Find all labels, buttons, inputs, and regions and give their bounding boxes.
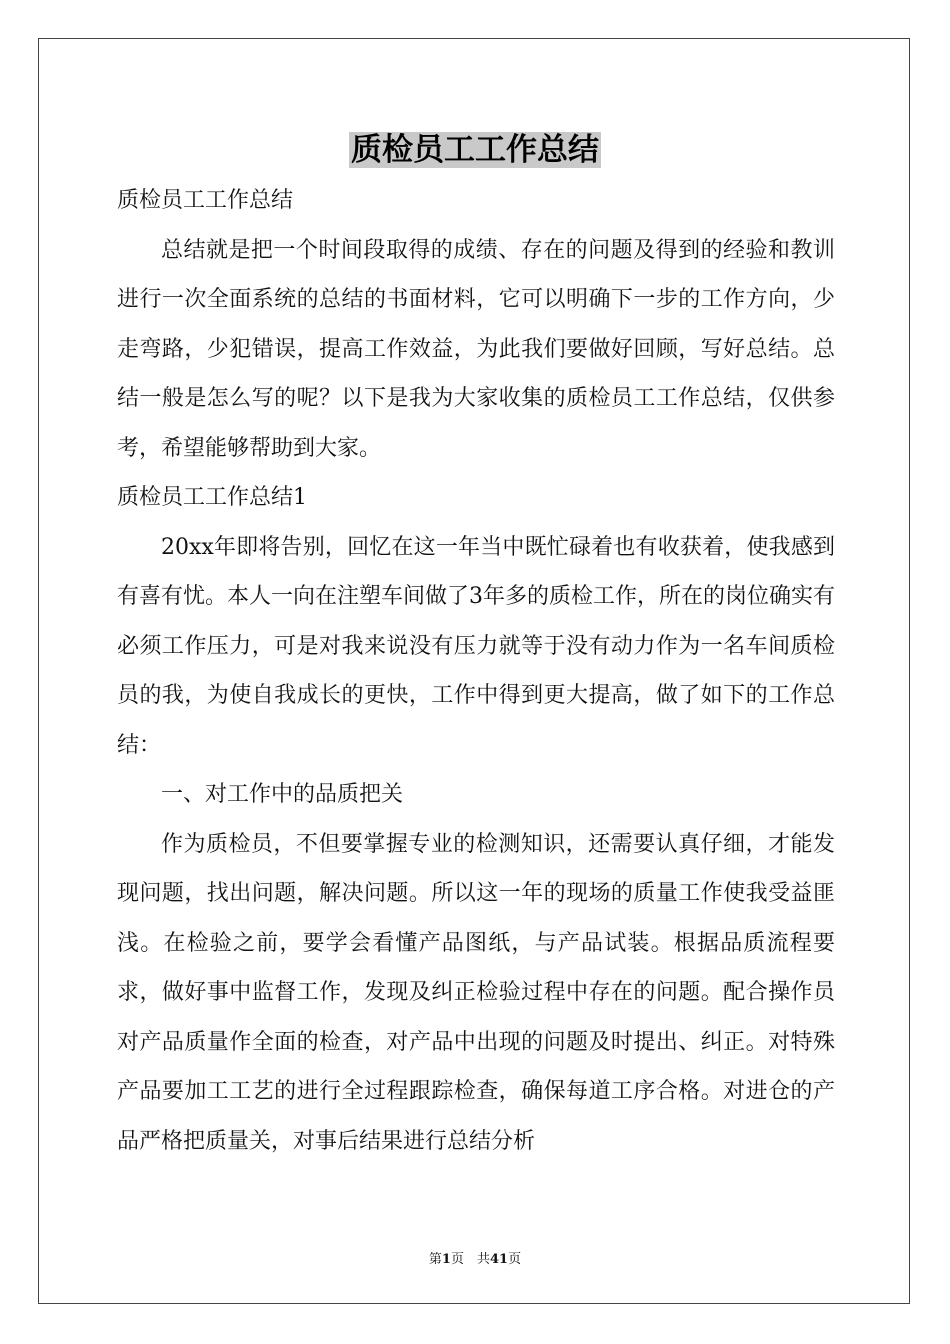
paragraph: 作为质检员，不但要掌握专业的检测知识，还需要认真仔细，才能发现问题，找出问题，解决问题。所以这一年的现场的质量工作使我受益匪浅。在检验之前，要学会看懂产品图纸，与产品试装。根据品质流程要求，做好事中监督工作，发现及纠正检验过程中存在的问题。配合操作员对产品质量作全面的检查，对产品中出现的问题及时提出、纠正。对特殊产品要加工工艺的进行全过程跟踪检查，确保每道工序合格。对进仓的产品严格把质量关，对事后结果进行总结分析	[117, 831, 835, 1154]
footer-middle: 页 共	[450, 1252, 490, 1267]
paragraph: 质检员工工作总结1	[117, 485, 307, 510]
document-body	[117, 176, 835, 1166]
paragraph: 20xx年即将告别，回忆在这一年当中既忙碌着也有收获着，使我感到有喜有忧。本人一向在注塑车间做了3年多的质检工作，所在的岗位确实有必须工作压力，可是对我来说没有压力就等于没有动力作为一名车间质检员的我，为使自我成长的更快，工作中得到更大提高，做了如下的工作总结：	[117, 534, 835, 758]
paragraph: 质检员工工作总结	[117, 188, 294, 213]
paragraph: 一、对工作中的品质把关	[161, 782, 404, 807]
paragraph: 总结就是把一个时间段取得的成绩、存在的问题及得到的经验和教训进行一次全面系统的总结的书面材料，它可以明确下一步的工作方向，少走弯路，少犯错误，提高工作效益，为此我们要做好回顾，写好总结。总结一般是怎么写的呢？以下是我为大家收集的质检员工工作总结，仅供参考，希望能够帮助到大家。	[117, 237, 835, 461]
footer-prefix: 第	[428, 1252, 442, 1267]
footer-page-number: 1	[441, 1252, 451, 1267]
footer-total-pages: 41	[489, 1252, 509, 1267]
footer-suffix: 页	[508, 1252, 522, 1267]
document-title: 质检员工工作总结	[351, 132, 599, 168]
page-footer	[0, 1248, 950, 1267]
